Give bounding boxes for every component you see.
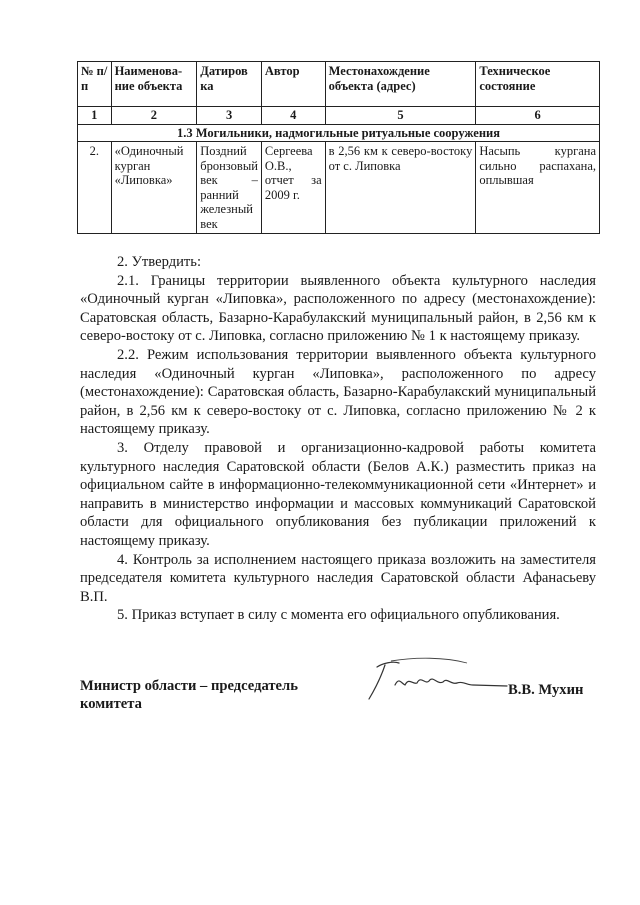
- header-cell-number: № п/п: [78, 62, 112, 107]
- column-number: 4: [261, 107, 325, 125]
- signatory-position: [80, 677, 298, 713]
- paragraph-3: 3. Отделу правовой и организационно-кадровой работы комитета культурного наследия Саратовской области (Белов А.К.) разместить приказ на официальном сайте в информационно-телекоммуникационной сети «Интернет» и направить в министерство информации и массовых коммуникаций Саратовской области для официального опубликования без публикации приложений к настоящему приказу.: [80, 439, 596, 549]
- header-cell-location: Местонахождение объекта (адрес): [325, 62, 476, 107]
- handwritten-signature: [355, 655, 515, 705]
- column-number: 6: [476, 107, 600, 125]
- order-body: [80, 253, 596, 625]
- table-row: [78, 142, 600, 234]
- column-number: 3: [197, 107, 262, 125]
- position-line-2: комитета: [80, 696, 142, 712]
- header-cell-author: Автор: [261, 62, 325, 107]
- row-number: 2.: [78, 142, 112, 234]
- column-number: 5: [325, 107, 476, 125]
- paragraph-2-2: 2.2. Режим использования территории выявленного объекта культурного наследия «Одиночный курган «Липовка», расположенного по адресу (местонахождение): Саратовская область, Базарно-Карабулакский муниципальный район, в 2,56 км к северо-востоку от с. Липовка, согласно приложению № 2 к настоящему приказу.: [80, 346, 596, 438]
- row-dating: Поздний бронзовый век – ранний железный век: [197, 142, 262, 234]
- paragraph-5: 5. Приказ вступает в силу с момента его официального опубликования.: [117, 607, 560, 624]
- paragraph-2-1: 2.1. Границы территории выявленного объекта культурного наследия «Одиночный курган «Липовка», расположенного по адресу (местонахождение): Саратовская область, Базарно-Карабулакский муниципальный район, в 2,56 км к северо-востоку от с. Липовка, согласно приложению № 1 к настоящему приказу.: [80, 272, 596, 345]
- heritage-register-table: [77, 61, 600, 234]
- header-cell-name: Наименова-ние объекта: [111, 62, 197, 107]
- table-header-row: [78, 62, 600, 107]
- header-cell-dating: Датиров ка: [197, 62, 262, 107]
- row-author: Сергеева О.В., отчет за 2009 г.: [261, 142, 325, 234]
- section-title: 1.3 Могильники, надмогильные ритуальные сооружения: [78, 124, 600, 142]
- column-numbers-row: [78, 107, 600, 125]
- header-cell-condition: Техническое состояние: [476, 62, 600, 107]
- row-condition: Насыпь кургана сильно распахана, оплывшая: [476, 142, 600, 234]
- column-number: 2: [111, 107, 197, 125]
- section-title-row: [78, 124, 600, 142]
- row-location: в 2,56 км к северо-востоку от с. Липовка: [325, 142, 476, 234]
- paragraph-approve: 2. Утвердить:: [117, 254, 202, 270]
- position-line-1: Министр области – председатель: [80, 678, 298, 694]
- row-object-name: «Одиночный курган «Липовка»: [111, 142, 197, 234]
- signatory-name: В.В. Мухин: [508, 682, 584, 698]
- column-number: 1: [78, 107, 112, 125]
- paragraph-4: 4. Контроль за исполнением настоящего приказа возложить на заместителя председателя комитета культурного наследия Саратовской области Афанасьеву В.П.: [80, 551, 596, 605]
